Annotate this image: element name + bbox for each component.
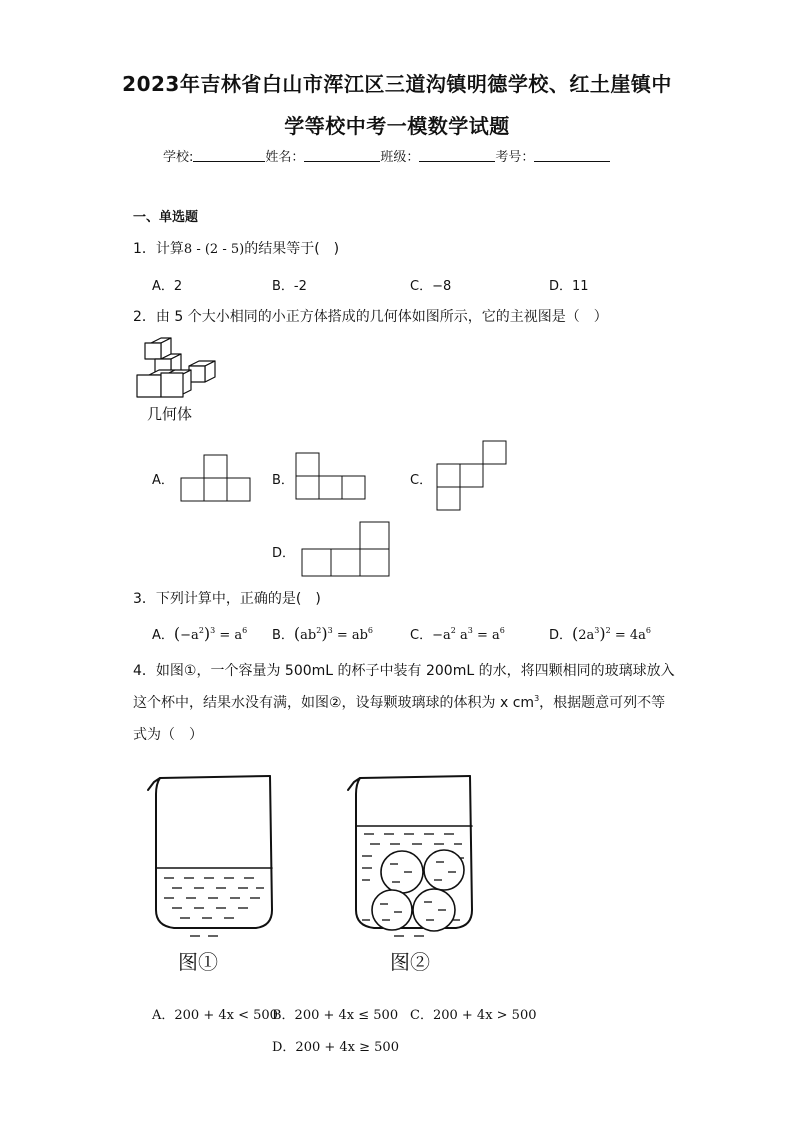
glass-ball bbox=[372, 890, 412, 930]
school-blank[interactable] bbox=[193, 149, 265, 162]
q1-expression: 8 - (2 - 5) bbox=[183, 242, 245, 257]
q4-option-d[interactable]: D．200 + 4x ≥ 500 bbox=[272, 1040, 399, 1055]
q3-option-d-label: D． bbox=[549, 628, 573, 643]
name-label: 姓名： bbox=[265, 150, 305, 165]
class-label: 班级： bbox=[380, 150, 420, 165]
q3-option-a[interactable] bbox=[152, 624, 247, 643]
name-blank[interactable] bbox=[304, 149, 380, 162]
class-blank[interactable] bbox=[419, 149, 495, 162]
q2-figure-caption: 几何体 bbox=[147, 405, 193, 423]
q2-option-b-label[interactable]: B． bbox=[272, 473, 294, 488]
q4-option-b[interactable]: B．200 + 4x ≤ 500 bbox=[272, 1008, 399, 1023]
q2-option-c-label[interactable]: C． bbox=[410, 473, 433, 488]
q3-option-c-label: C． bbox=[410, 628, 433, 643]
exam-no-label: 考号： bbox=[495, 150, 535, 165]
school-label: 学校: bbox=[163, 150, 194, 165]
student-info-row bbox=[163, 146, 610, 165]
q4-glass-balls bbox=[372, 850, 464, 931]
q2-option-d-figure[interactable] bbox=[302, 522, 392, 578]
q4-option-c[interactable]: C．200 + 4x > 500 bbox=[410, 1008, 537, 1023]
q3-option-c[interactable] bbox=[410, 624, 505, 643]
q1-stem bbox=[133, 238, 339, 258]
q4-stem-line1: 4．如图①，一个容量为 500mL 的杯子中装有 200mL 的水，将四颗相同的玻璃球放入 bbox=[133, 663, 675, 679]
page-title-line2: 学等校中考一模数学试题 bbox=[284, 114, 510, 138]
q4-beaker-figure-2 bbox=[340, 770, 490, 950]
q4-stem-line2-a: 这个杯中，结果水没有满，如图②，设每颗玻璃球的体积为 x cm bbox=[133, 695, 535, 711]
q4-beaker-figure-1 bbox=[140, 770, 290, 950]
q4-option-a[interactable]: A．200 + 4x < 500 bbox=[152, 1008, 278, 1023]
q4-stem-line2-b: ，根据题意可列不等 bbox=[539, 695, 666, 711]
glass-ball bbox=[413, 889, 455, 931]
q4-figure-2-caption: 图② bbox=[390, 950, 430, 974]
q2-option-c-figure[interactable] bbox=[437, 441, 507, 512]
q3-option-d[interactable] bbox=[549, 624, 651, 643]
q2-option-a-figure[interactable] bbox=[181, 455, 251, 501]
q3-option-a-label: A． bbox=[152, 628, 174, 643]
q1-option-b[interactable]: B．-2 bbox=[272, 279, 307, 294]
glass-ball bbox=[381, 851, 423, 893]
q1-option-d[interactable]: D．11 bbox=[549, 279, 589, 294]
q2-solid-figure bbox=[133, 338, 233, 404]
q4-figure-1-caption: 图① bbox=[178, 950, 218, 974]
q3-option-b[interactable] bbox=[272, 624, 373, 643]
q3-option-c-expr: $-a^2$ $a^3 = a^6$ bbox=[432, 626, 505, 643]
section-title: 一、单选题 bbox=[133, 210, 199, 225]
q3-option-a-expr: $(-a^2)^3 = a^6$ bbox=[173, 624, 248, 643]
q3-stem: 3．下列计算中，正确的是( ) bbox=[133, 591, 321, 607]
q2-stem: 2．由 5 个大小相同的小正方体搭成的几何体如图所示，它的主视图是（ ） bbox=[133, 309, 608, 325]
glass-ball bbox=[424, 850, 464, 890]
exam-no-blank[interactable] bbox=[534, 149, 610, 162]
q2-option-a-label[interactable]: A． bbox=[152, 473, 174, 488]
q4-stem-line2: 这个杯中，结果水没有满，如图②，设每颗玻璃球的体积为 x $cm^3$，根据题意可列不等 bbox=[133, 694, 666, 711]
q3-option-b-expr: $(ab^2)^3 = ab^6$ bbox=[293, 624, 374, 643]
page-title-line1: 2023年吉林省白山市浑江区三道沟镇明德学校、红土崖镇中 bbox=[122, 72, 672, 96]
q4-stem-line3: 式为（ ） bbox=[133, 727, 203, 743]
q2-option-b-figure[interactable] bbox=[296, 453, 366, 499]
q3-option-d-expr: $(2a^3)^2 = 4a^6$ bbox=[572, 624, 652, 643]
q2-option-d-label[interactable]: D． bbox=[272, 546, 296, 561]
q1-stem-suffix: 的结果等于( ) bbox=[244, 241, 340, 257]
q3-option-b-label: B． bbox=[272, 628, 294, 643]
q1-stem-prefix: 1．计算 bbox=[133, 241, 184, 257]
q1-option-a[interactable]: A．2 bbox=[152, 279, 183, 294]
q1-option-c[interactable]: C．−8 bbox=[410, 279, 452, 294]
